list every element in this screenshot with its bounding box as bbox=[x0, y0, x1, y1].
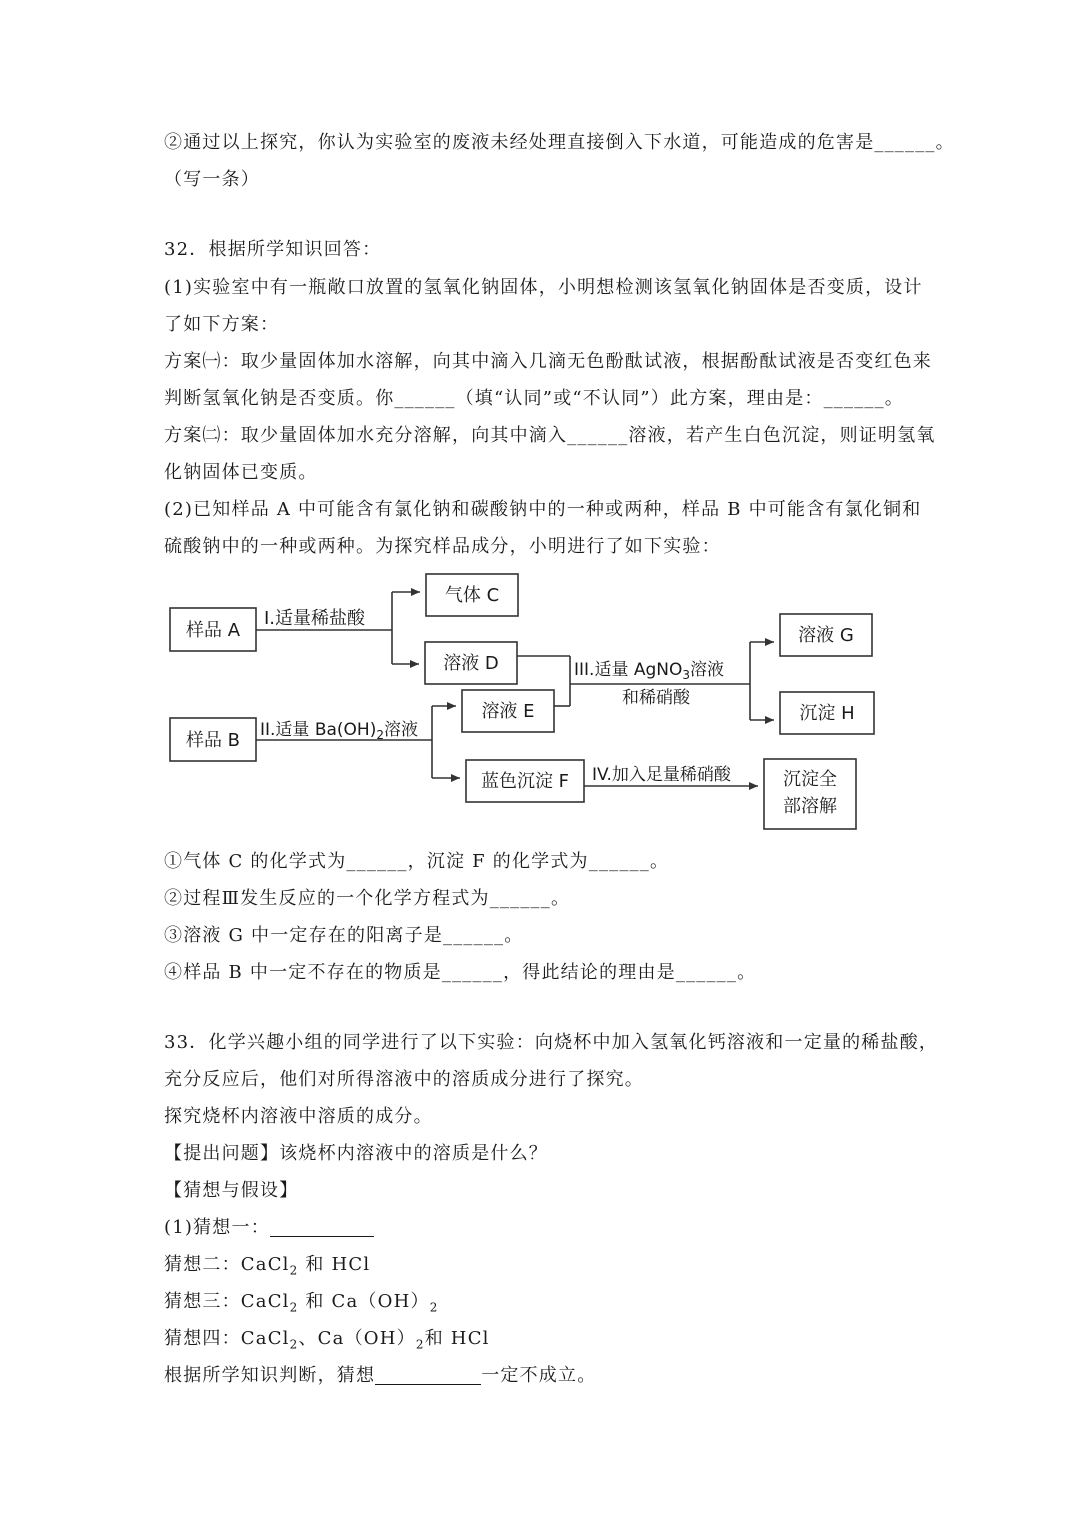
q33-hypothesis-heading: 【猜想与假设】 bbox=[164, 1180, 299, 1201]
label-solution-d: 溶液 D bbox=[443, 653, 499, 674]
label-sample-a: 样品 A bbox=[185, 620, 241, 641]
q33-guess1 bbox=[164, 1216, 374, 1240]
label-solution-e: 溶液 E bbox=[481, 701, 535, 722]
label-dissolve-line1: 沉淀全 bbox=[783, 769, 837, 790]
q33-guess3: 猜想三：CaCl$_2$ 和 $Ca(OH)_2$ bbox=[164, 1291, 439, 1315]
q32-sub3: ③溶液 G 中一定存在的阳离子是______。 bbox=[164, 925, 524, 946]
label-dissolve-line2: 部溶解 bbox=[783, 796, 837, 817]
label-sample-b: 样品 B bbox=[185, 730, 241, 751]
label-solution-g: 溶液 G bbox=[798, 625, 854, 646]
q33-line3: 探究烧杯内溶液中溶质的成分。 bbox=[164, 1106, 433, 1127]
q32-plan2-line1: 方案㈡：取少量固体加水充分溶解，向其中滴入______溶液，若产生白色沉淀，则证明氢氧 bbox=[164, 425, 936, 446]
q33-guess2: 猜想二：CaCl$_2$ 和 HCl bbox=[164, 1254, 371, 1278]
q32-sub4: ④样品 B 中一定不存在的物质是______，得此结论的理由是______。 bbox=[164, 962, 757, 983]
guess1-label: (1)猜想一： bbox=[164, 1217, 270, 1238]
label-step1: I.适量稀盐酸 bbox=[264, 608, 366, 629]
q32-p1-line1: (1)实验室中有一瓶敞口放置的氢氧化钠固体，小明想检测该氢氧化钠固体是否变质，设计 bbox=[164, 277, 923, 298]
label-step3-line2: 和稀硝酸 bbox=[622, 688, 690, 708]
q31-line2: （写一条） bbox=[164, 169, 260, 190]
judgement-blank bbox=[375, 1364, 481, 1385]
q33-judgement: 根据所学知识判断，猜想 一定不成立。 bbox=[164, 1365, 597, 1386]
q33-line1: 33．化学兴趣小组的同学进行了以下实验：向烧杯中加入氢氧化钙溶液和一定量的稀盐酸， bbox=[164, 1032, 939, 1053]
q32-title: 32．根据所学知识回答： bbox=[164, 239, 382, 260]
label-step3: III.适量 AgNO$_3$溶液 bbox=[574, 660, 725, 682]
label-gas-c: 气体 C bbox=[444, 585, 500, 606]
q31-line1: ②通过以上探究，你认为实验室的废液未经处理直接倒入下水道，可能造成的危害是______。 bbox=[164, 132, 955, 153]
q32-p2-line1: (2)已知样品 A 中可能含有氯化钠和碳酸钠中的一种或两种，样品 B 中可能含有氯化铜和 bbox=[164, 499, 922, 520]
guess1-blank bbox=[270, 1216, 374, 1237]
q33-guess4: 猜想四：CaCl$_2$、$Ca(OH)_2$和 HCl bbox=[164, 1328, 490, 1352]
q32-p1-line2: 了如下方案： bbox=[164, 314, 280, 335]
q32-plan1-line1: 方案㈠：取少量固体加水溶解，向其中滴入几滴无色酚酞试液，根据酚酞试液是否变红色来 bbox=[164, 351, 932, 372]
q32-sub2: ②过程Ⅲ发生反应的一个化学方程式为______。 bbox=[164, 888, 571, 909]
q33-line2: 充分反应后，他们对所得溶液中的溶质成分进行了探究。 bbox=[164, 1069, 644, 1090]
q32-plan1-line2: 判断氢氧化钠是否变质。你______（填“认同”或“不认同”）此方案，理由是：______。 bbox=[164, 388, 905, 409]
q32-sub1: ①气体 C 的化学式为______，沉淀 F 的化学式为______。 bbox=[164, 851, 670, 872]
q33-question: 【提出问题】该烧杯内溶液中的溶质是什么？ bbox=[164, 1143, 548, 1164]
label-blue-precipitate-f: 蓝色沉淀 F bbox=[480, 771, 570, 792]
q32-p2-line2: 硫酸钠中的一种或两种。为探究样品成分，小明进行了如下实验： bbox=[164, 536, 721, 557]
q32-plan2-line2: 化钠固体已变质。 bbox=[164, 462, 318, 483]
label-precipitate-h: 沉淀 H bbox=[799, 703, 855, 724]
label-step2: II.适量 $Ba(OH)_2$溶液 bbox=[260, 720, 418, 742]
label-step4: IV.加入足量稀硝酸 bbox=[592, 765, 731, 785]
